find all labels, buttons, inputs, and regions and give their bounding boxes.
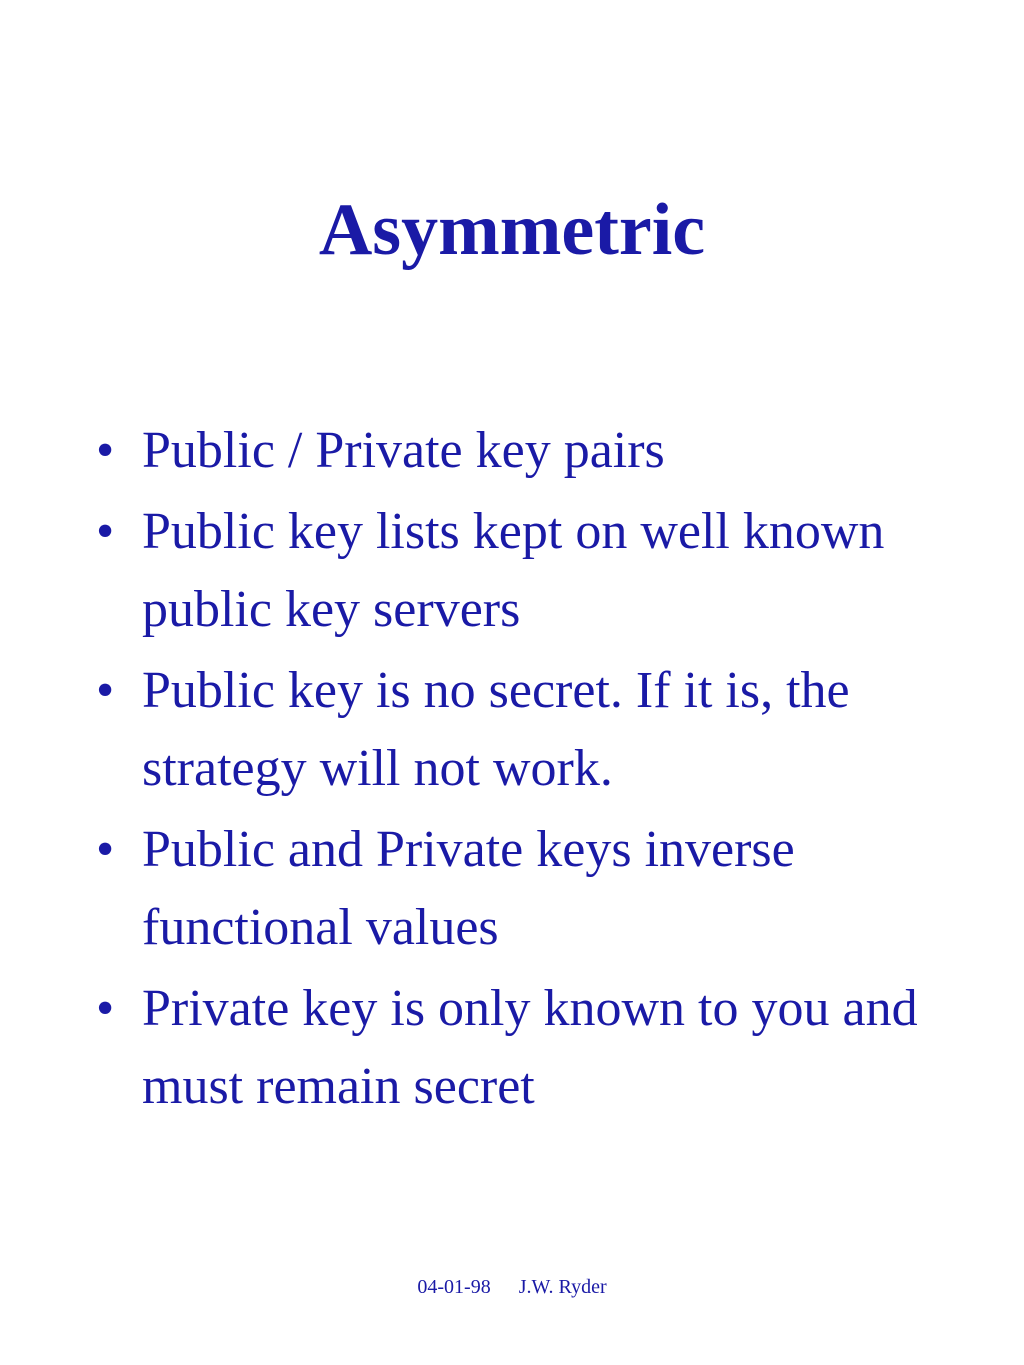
bullet-text: Public / Private key pairs — [142, 422, 665, 479]
slide-footer — [0, 1277, 1024, 1297]
bullet-text: Public key is no secret. If it is, the strategy will not work. — [142, 662, 850, 797]
slide-title: Asymmetric — [318, 189, 706, 271]
bullet-text: Public and Private keys inverse functional values — [142, 821, 795, 956]
bullet-list — [92, 412, 942, 1129]
bullet-item — [92, 493, 942, 649]
bullet-icon: • — [96, 662, 115, 719]
bullet-icon: • — [96, 821, 115, 878]
bullet-icon: • — [96, 422, 115, 479]
bullet-item — [92, 412, 942, 490]
bullet-icon: • — [96, 980, 115, 1037]
footer-author: J.W. Ryder — [518, 1276, 607, 1298]
bullet-text: Public key lists kept on well known public key servers — [142, 503, 885, 638]
bullet-item — [92, 970, 942, 1126]
bullet-item — [92, 811, 942, 967]
bullet-text: Private key is only known to you and must remain secret — [142, 980, 918, 1115]
bullet-icon: • — [96, 503, 115, 560]
bullet-item — [92, 652, 942, 808]
footer-date: 04-01-98 — [417, 1276, 491, 1298]
